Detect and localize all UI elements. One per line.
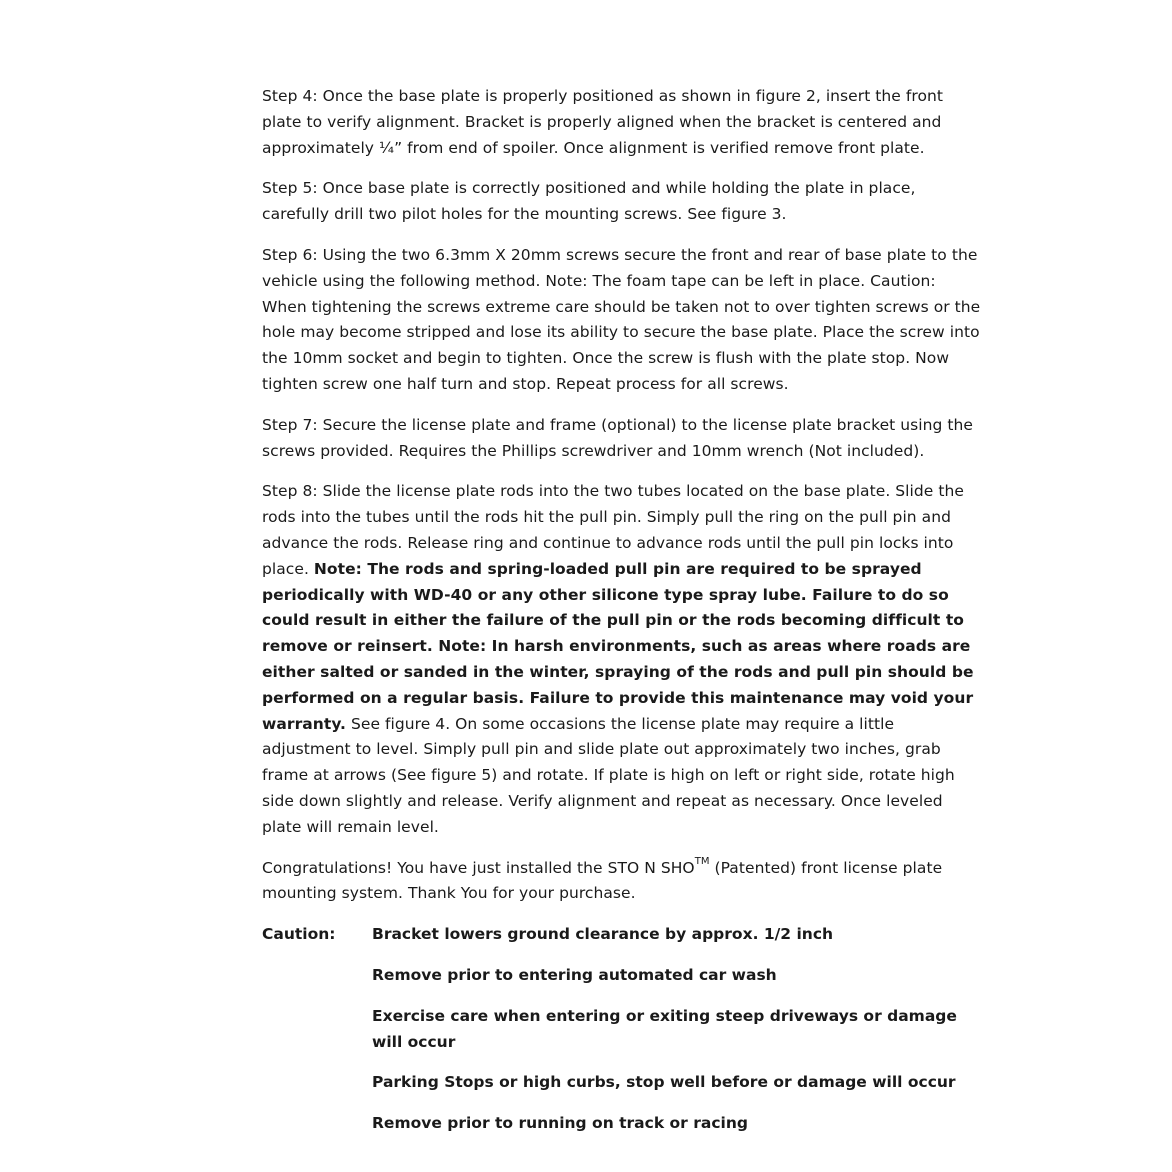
caution-label: Caution: <box>262 925 336 944</box>
step-8-maintenance-note: Note: The rods and spring-loaded pull pin are required to be sprayed periodically with WD-40 or any other silicone type spray lube. Failure to do so could result in either the failure of the pull pin or the rods becoming difficult to remove or reinsert. Note: In harsh environments, such as areas where roads are either salted or sanded in the winter, spraying of the rods and pull pin should be performed on a regular basis. Failure to provide this maintenance may void your warranty. <box>262 559 974 733</box>
congratulations-text: Congratulations! You have just installed the STO N SHO <box>262 858 695 877</box>
step-8-paragraph <box>262 479 982 840</box>
caution-item: Remove prior to running on track or racing <box>372 1114 748 1133</box>
step-7-paragraph: Step 7: Secure the license plate and frame (optional) to the license plate bracket using the screws provided. Requires the Phillips screwdriver and 10mm wrench (Not included). <box>262 415 973 460</box>
step-8-text-leveling: See figure 4. On some occasions the license plate may require a little adjustment to level. Simply pull pin and slide plate out approximately two inches, grab frame at arrows (See figure 5) and rotate. If plate is high on left or right side, rotate high side down slightly and release. Verify alignment and repeat as necessary. Once leveled plate will remain level. <box>262 714 955 836</box>
step-8-text-intro: Step 8: Slide the license plate rods into the two tubes located on the base plate. Slide the rods into the tubes until the rods hit the pull pin. Simply pull the ring on the pull pin and advance the rods. Release ring and continue to advance rods until the pull pin locks into place. <box>262 482 964 578</box>
step-4-paragraph: Step 4: Once the base plate is properly positioned as shown in figure 2, insert the front plate to verify alignment. Bracket is properly aligned when the bracket is centered and approximately ¼” from end of spoiler. Once alignment is verified remove front plate. <box>262 87 943 157</box>
caution-item: Remove prior to entering automated car wash <box>372 965 777 984</box>
congratulations-text-end: (Patented) front license plate mounting system. Thank You for your purchase. <box>262 858 943 903</box>
caution-item: Exercise care when entering or exiting steep driveways or damage will occur <box>372 1006 957 1051</box>
step-5-paragraph: Step 5: Once base plate is correctly positioned and while holding the plate in place, carefully drill two pilot holes for the mounting screws. See figure 3. <box>262 179 916 224</box>
caution-row <box>262 1070 982 1096</box>
caution-row <box>262 1004 982 1056</box>
step-6-paragraph: Step 6: Using the two 6.3mm X 20mm screws secure the front and rear of base plate to the vehicle using the following method. Note: The foam tape can be left in place. Caution: When tightening the screws extreme care should be taken not to over tighten screws or the hole may become stripped and lose its ability to secure the base plate. Place the screw into the 10mm socket and begin to tighten. Once the screw is flush with the plate stop. Now tighten screw one half turn and stop. Repeat process for all screws. <box>262 245 981 393</box>
congratulations-paragraph <box>262 856 982 908</box>
trademark-superscript: TM <box>694 856 710 868</box>
caution-row <box>262 1111 982 1137</box>
caution-item: Parking Stops or high curbs, stop well before or damage will occur <box>372 1073 956 1092</box>
caution-row <box>262 922 982 948</box>
caution-item: Bracket lowers ground clearance by approx. 1/2 inch <box>372 925 834 944</box>
caution-list <box>262 922 982 1137</box>
caution-row <box>262 963 982 989</box>
document-page <box>262 84 982 1152</box>
